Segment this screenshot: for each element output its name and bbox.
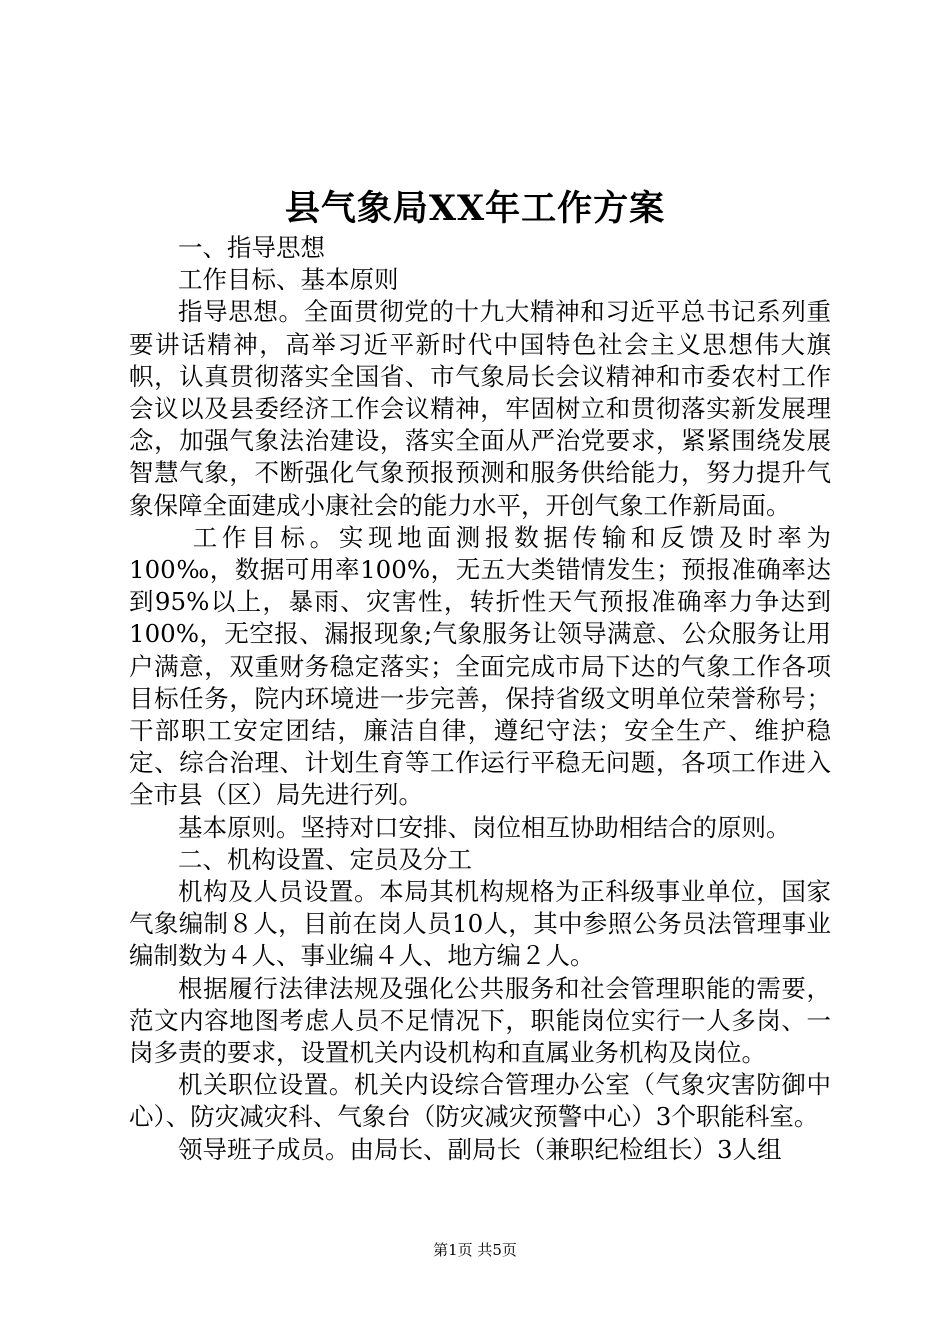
paragraph: 机关职位设置。机关内设综合管理办公室（气象灾害防御中心）、防灾减灾科、气象台（防灾减灾预警中心）3个职能科室。 (129, 1070, 831, 1132)
paragraph: 指导思想。全面贯彻党的十九大精神和习近平总书记系列重要讲话精神，高举习近平新时代中国特色社会主义思想伟大旗帜，认真贯彻落实全国省、市气象局长会议精神和市委农村工作会议以及县委经济工作会议精神，牢固树立和贯彻落实新发展理念，加强气象法治建设，落实全面从严治党要求，紧紧围绕发展智慧气象，不断强化气象预报预测和服务供给能力，努力提升气象保障全面建成小康社会的能力水平，开创气象工作新局面。 (129, 297, 831, 520)
paragraph: 基本原则。坚持对口安排、岗位相互协助相结合的原则。 (178, 812, 791, 842)
section-heading: 一、指导思想 (178, 233, 325, 262)
document-title: 县气象局XX年工作方案 (284, 188, 666, 229)
page-footer: 第1页 共5页 (433, 1241, 517, 1259)
document-body (129, 232, 831, 1166)
paragraph: 机构及人员设置。本局其机构规格为正科级事业单位，国家气象编制８人，目前在岗人员10人，其中参照公务员法管理事业编制数为４人、事业编４人、地方编２人。 (129, 877, 831, 971)
paragraph: 根据履行法律法规及强化公共服务和社会管理职能的需要，范文内容地图考虑人员不足情况下，职能岗位实行一人多岗、一岗多责的要求，设置机关内设机构和直属业务机构及岗位。 (129, 973, 831, 1068)
paragraph: 领导班子成员。由局长、副局长（兼职纪检组长）3人组 (178, 1134, 782, 1164)
subsection-heading: 工作目标、基本原则 (178, 265, 399, 295)
paragraph: 工作目标。实现地面测报数据传输和反馈及时率为100‰，数据可用率100%，无五大类错情发生；预报准确率达到95%以上，暴雨、灾害性，转折性天气预报准确率力争达到100%，无空报、漏报现象;气象服务让领导满意、公众服务让用户满意，双重财务稳定落实；全面完成市局下达的气象工作各项目标任务，院内环境进一步完善，保持省级文明单位荣誉称号；干部职工安定团结，廉洁自律，遵纪守法；安全生产、维护稳定、综合治理、计划生育等工作运行平稳无问题，各项工作进入全市县（区）局先进行列。 (129, 522, 831, 810)
section-heading: 二、机构设置、定员及分工 (178, 844, 472, 874)
